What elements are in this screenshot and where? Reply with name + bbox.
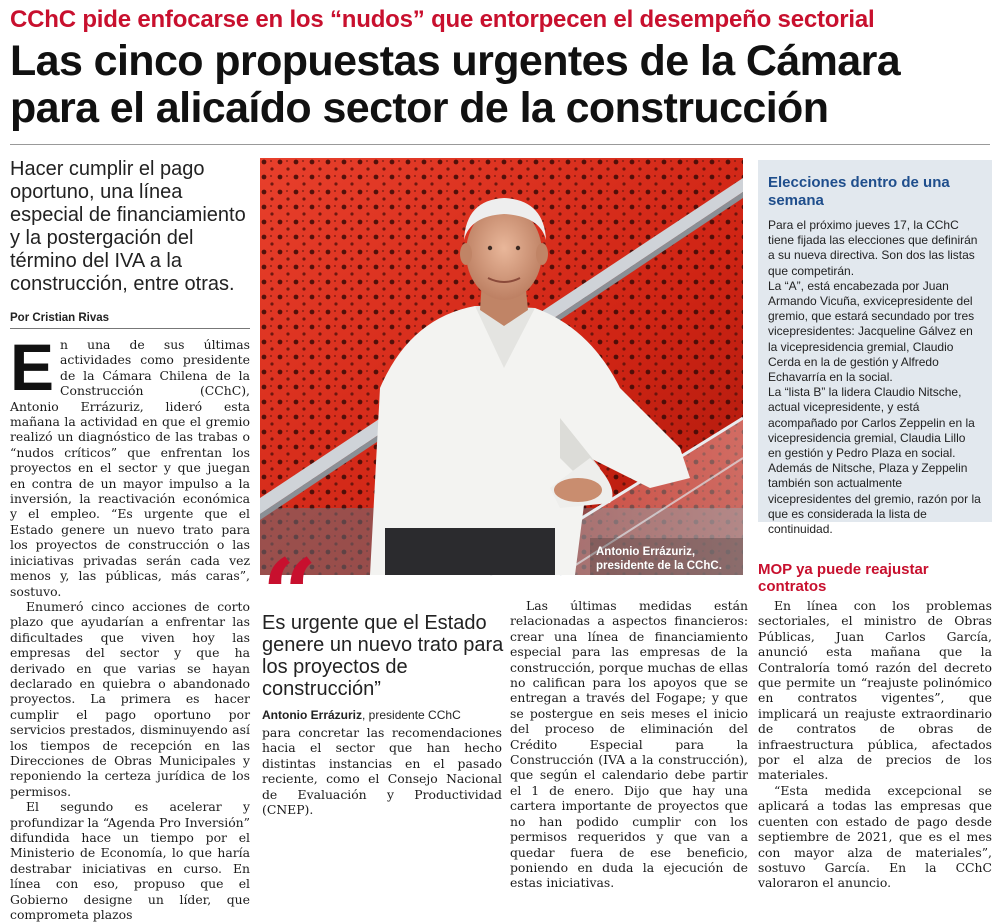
article-column-2 (262, 725, 502, 817)
article-paragraph: “Esta medida excepcional se aplicará a todas las empresas que cuenten con estado de pago desde septiembre de 2021, que es el mes con mayor alza de materiales”, sostuvo García. En la CChC valoraron el anuncio. (758, 782, 992, 891)
sidebar-paragraph: La “A”, está encabezada por Juan Armando Vicuña, exvicepresidente del gremio, que estará secundado por tres vicepresidentes: Jacqueline Gálvez en la vicepresidencia gremial, Claudio Cerda en la de gestión y Alfredo Echavarría en la social. (768, 278, 975, 385)
quote-attribution (262, 708, 512, 722)
photo-caption (596, 545, 746, 573)
quote-mark-icon: “ (262, 538, 318, 651)
pull-quote: Es urgente que el Estado genere un nuevo trato para los proyectos de construcción” (262, 612, 504, 700)
article-paragraph: Las últimas medidas están relacionadas a aspectos financieros: crear una línea de financiamiento especial para las empresas de la construcción, porque muchas de ellas no califican para los apoyos que se entregan a través del Fogape; y que se postergue en seis meses el inicio del proceso de eliminación del Crédito Especial para la Construcción (IVA a la construcción), que según el calendario debe partir el 1 de enero. Dijo que hay una cartera importante de proyectos que no han podido cumplir con los permisos requeridos y que van a quedar fuera de ese beneficio, poniendo en duda la ejecución de estas iniciativas. (510, 598, 748, 891)
article-column-1 (10, 330, 250, 922)
sidebar-title: Elecciones dentro de una semana (768, 174, 950, 209)
quote-role: , presidente CChC (362, 708, 461, 722)
drop-cap: E (10, 330, 55, 404)
article-text: n una de sus últimas actividades como presidente de la Cámara Chilena de la Construcción (CChC), Antonio Errázuriz, lideró esta mañana la actividad en que el gremio realizó un diagnóstico de las trabas o “nudos críticos” que enfrentan los proyectos en el sector y que juegan en contra de un mayor impulso a la inversión, la reactivación económica y el empleo. “Es urgente que el Estado genere un nuevo trato para los proyectos de construcción o las iniciativas privadas serán cada vez menos y, las públicas, más caras”, sostuvo. (10, 337, 250, 599)
article-paragraph: para concretar las recomendaciones hacia el sector que han hecho distintas instancias en el pasado reciente, como el Consejo Nacional de Evaluación y Productividad (CNEP). (262, 725, 502, 818)
byline-rule (10, 328, 250, 329)
byline: Por Cristian Rivas (10, 312, 110, 324)
article-column-4 (758, 598, 992, 891)
article-column-3 (510, 598, 748, 891)
headline-rule (10, 144, 990, 145)
article-paragraph: El segundo es acelerar y profundizar la “Agenda Pro Inversión” difundida hace un tiempo por el Ministerio de Economía, lo que haría destrabar iniciativas en curso. En línea con eso, propuso que el Gobierno designe un líder, que comprometa plazos (10, 799, 250, 922)
headline: Las cinco propuestas urgentes de la Cámara para el alicaído sector de la construcción (10, 37, 901, 132)
portrait-illustration (260, 158, 743, 575)
sidebar-paragraph: La “lista B” la lidera Claudio Nitsche, actual vicepresidente, y está acompañado por Carlos Zeppelin en la vicepresidencia gremial, Claudia Lillo en gestión y Pedro Plaza en social. Además de Nitsche, Plaza y Zeppelin también son actualmente vicepresidentes del gremio, razón por la que es considerada la lista de continuidad. (768, 385, 981, 537)
caption-role: presidente de la CChC. (596, 560, 722, 572)
kicker: CChC pide enfocarse en los “nudos” que entorpecen el desempeño sectorial (10, 6, 875, 33)
article-paragraph (10, 330, 250, 599)
article-paragraph: En línea con los problemas sectoriales, el ministro de Obras Públicas, Juan Carlos García, anunció esta mañana que la Contraloría tomó razón del decreto que permite un “reajuste polinómico en contratos vigentes”, que implicará un reajuste extraordinario de contratos de obras de infraestructura pública, afectados por el alza de precios de los materiales. (758, 598, 992, 783)
mop-subheading: MOP ya puede reajustar contratos (758, 561, 929, 595)
sidebar-text (768, 218, 982, 537)
lead-paragraph: Hacer cumplir el pago oportuno, una línea especial de financiamiento y la postergación del término del IVA a la construcción, entre otras. (10, 158, 246, 295)
portrait-photo (260, 158, 743, 575)
quote-author: Antonio Errázuriz (262, 708, 363, 722)
caption-name: Antonio Errázuriz, (596, 546, 696, 558)
elections-sidebar (758, 160, 992, 537)
sidebar-paragraph: Para el próximo jueves 17, la CChC tiene fijada las elecciones que definirán a su nueva directiva. Son dos las listas que competirán. (768, 218, 978, 278)
article-paragraph: Enumeró cinco acciones de corto plazo que ayudarían a enfrentar las dificultades que viven hoy las empresas del sector y que ha derivado en que varias se hayan declarado en quiebra o abandonado proyectos. La primera es hacer cumplir el pago oportuno por servicios prestados, disminuyendo así los tiempos de recepción en las Direcciones de Obras Municipales y reponiendo la certeza jurídica de los permisos. (10, 598, 250, 799)
